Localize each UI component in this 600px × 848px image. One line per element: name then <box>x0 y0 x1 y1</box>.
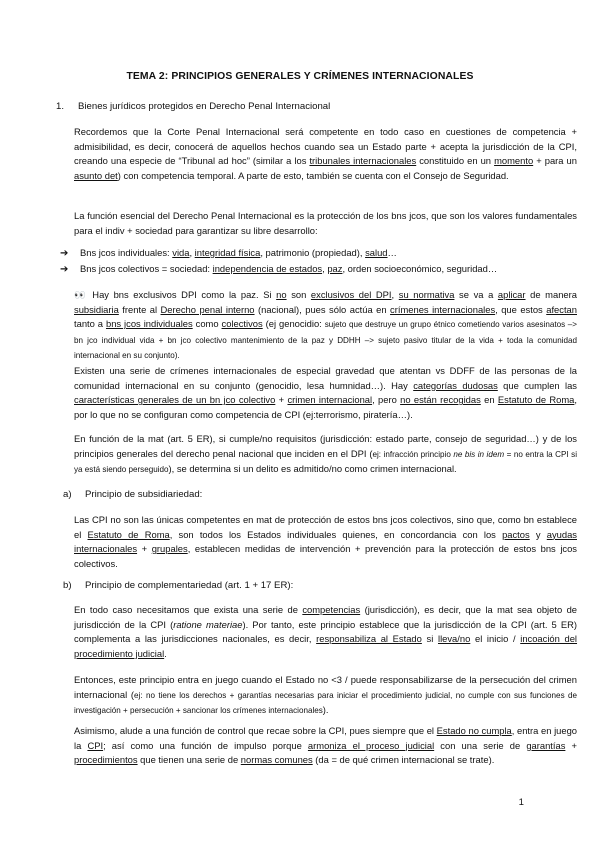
small-note: ej: no tiene los derechos + garantías necesarias para iniciar el procedimiento judicial, no cumple con sus funciones de investigación + persecución + sancionar los crímenes internacionales <box>74 690 577 716</box>
paragraph-entonces <box>55 673 577 719</box>
text-run: ; así como una función de impulso porque <box>103 739 308 751</box>
text-run: (jurisdicción), es decir, que la mat sea objeto de jurisdicción de la CPI ( <box>74 604 578 630</box>
text-run: En función de la mat (art. 5 ER), si cumple/no requisitos (jurisdicción: estado parte, consejo de seguridad…) y de los principios generales del derecho penal nacional que inciden en el DPI ( <box>74 433 577 459</box>
paragraph-subsidiariedad <box>55 513 577 571</box>
text-run: que tienen una serie de <box>137 754 241 766</box>
underlined-term: vida <box>172 247 190 258</box>
text-run: Asimismo, alude a una función de control que recae sobre la CPI, pues siempre que el <box>74 725 437 736</box>
italic-term: ratione materiae <box>173 618 243 630</box>
text-run: + <box>137 543 152 555</box>
text-run: constituido en un <box>416 155 495 167</box>
underlined-term: lleva/no <box>437 633 471 645</box>
paragraph-funcion-mat <box>55 432 577 478</box>
text-run: , establecen medidas de intervención + prevención para la protección de estos bns jcos colectivos. <box>74 543 577 569</box>
text-run: Las CPI no son las únicas competentes en mat de protección de estos bns jcos colectivos, sino que, como bn establece el <box>74 514 577 540</box>
underlined-term: tribunales internacionales <box>309 155 417 167</box>
underlined-term: categorías dudosas <box>413 379 498 391</box>
text-run: , pero <box>372 394 401 406</box>
paragraph-funcion-esencial: La función esencial del Derecho Penal Internacional es la protección de los bns jcos, que son los valores fundamentales para el indiv + sociedad para garantizar su libre desarrollo: <box>74 210 577 236</box>
text-run: como <box>192 318 222 330</box>
underlined-term: independencia de estados <box>212 263 323 274</box>
text-run: , entra en juego la <box>74 725 578 751</box>
text-run: ), se determina si un delito es admitido/no como crimen internacional. <box>168 463 457 475</box>
small-note: ej: infracción principio <box>372 449 454 459</box>
text-run: Bns jcos colectivos = sociedad: <box>80 263 213 274</box>
underlined-term: Estatuto de Roma <box>87 528 170 540</box>
underlined-term: colectivos <box>221 318 263 330</box>
section-label: Principio de complementariedad (art. 1 + 17 ER): <box>85 580 294 591</box>
text-run: (nacional), pues sólo actúa en <box>254 303 391 315</box>
text-run: tanto a <box>74 318 106 330</box>
underlined-term: bns jcos individuales <box>105 318 193 330</box>
underlined-term: momento <box>494 155 534 167</box>
underlined-term: su normativa <box>398 289 455 300</box>
underlined-term: crímenes internacionales <box>390 303 496 315</box>
text-run: ) con competencia temporal. A parte de esto, también se cuenta con el Consejo de Seguridad. <box>117 169 509 181</box>
underlined-term: CPI <box>87 739 104 751</box>
text-run: son <box>286 289 311 300</box>
text-run: Recordemos que la Corte Penal Internacional será competente en todo caso en cuestiones de competencia + admisibilidad, es decir, conocerá de aquellos hechos cuando sea un Estado parte + acepta la jurisdicción de la CPI, creando una especie de “Tribunal ad hoc” (similar a los <box>74 126 577 167</box>
small-note: sujeto que destruye un grupo étnico cometiendo varios asesinatos –> bn jco individual vida + bn jco colectivo mantenimiento de la paz y DDHH –> sujeto pasivo titular de la vida + toda la comunidad internacional en su conjunto). <box>74 320 577 361</box>
bullet-item-colectivos <box>60 263 497 275</box>
section-label: Bienes jurídicos protegidos en Derecho Penal Internacional <box>78 101 331 112</box>
underlined-term: no están recogidas <box>400 394 481 406</box>
underlined-term: paz <box>327 263 343 274</box>
section-number: 1. <box>56 101 65 112</box>
underlined-term: incoación del procedimiento judicial <box>74 633 578 659</box>
bullet-item-individuales <box>60 247 397 259</box>
underlined-term: Estado no cumpla <box>436 725 512 736</box>
section-heading-1 <box>56 101 330 112</box>
underlined-term: procedimientos <box>74 754 138 766</box>
arrow-icon: ➔ <box>60 248 69 259</box>
text-run: , patrimonio (propiedad), <box>260 247 366 258</box>
paragraph-complementariedad <box>55 603 577 661</box>
section-heading-a <box>63 489 202 500</box>
text-run: + para un <box>533 155 577 167</box>
text-run: se va a <box>454 289 498 300</box>
text-run: si <box>421 633 438 645</box>
text-run: el inicio / <box>470 633 521 645</box>
underlined-term: Derecho penal interno <box>160 303 255 315</box>
underlined-term: grupales <box>151 543 188 555</box>
underlined-term: características generales de un bn jco colectivo <box>74 394 276 406</box>
italic-term: ne bis in idem <box>453 449 505 459</box>
text-run: ). Por tanto, este principio establece que la jurisdicción de la CPI (art. 5 ER) complementa a las jurisdicciones nacionales, es decir, <box>74 618 577 645</box>
text-run: de manera <box>525 289 577 300</box>
text-run: en <box>480 394 498 406</box>
page-title: TEMA 2: PRINCIPIOS GENERALES Y CRÍMENES INTERNACIONALES <box>126 71 474 82</box>
text-run: , <box>189 247 195 258</box>
underlined-term: responsabiliza al Estado <box>316 633 422 645</box>
text-run: … <box>387 247 397 258</box>
page-number: 1 <box>518 797 524 808</box>
underlined-term: crimen internacional <box>287 394 373 406</box>
underlined-term: subsidiaria <box>74 303 119 315</box>
underlined-term: normas comunes <box>240 754 313 766</box>
paragraph-competencia <box>55 125 577 183</box>
underlined-term: garantías <box>526 739 566 751</box>
underlined-term: pactos <box>502 528 530 540</box>
eyes-icon: 👀 <box>74 289 88 300</box>
text-run: , <box>391 289 399 300</box>
paragraph-asimismo <box>55 724 577 768</box>
text-run: , <box>322 263 328 274</box>
underlined-term: no <box>276 289 287 300</box>
underlined-term: salud <box>365 247 388 258</box>
text-run: ). <box>322 704 329 716</box>
text-run: . <box>164 647 167 659</box>
underlined-term: competencias <box>302 604 361 615</box>
underlined-term: asunto det <box>74 169 118 181</box>
text-run: Entonces, este principio entra en juego cuando el Estado no <3 / puede responsabilizarse de la persecución del crimen internacional ( <box>74 674 577 700</box>
section-heading-b <box>63 580 293 591</box>
text-run: + <box>275 394 288 406</box>
underlined-term: ayudas internacionales <box>74 528 577 555</box>
small-note: = no entra la CPI si ya está siendo perseguido <box>74 449 578 475</box>
text-run: + <box>565 739 578 751</box>
text-run: Bns jcos individuales: <box>80 247 173 258</box>
underlined-term: armoniza el proceso judicial <box>307 739 435 751</box>
section-number: b) <box>63 580 72 591</box>
section-label: Principio de subsidiariedad: <box>85 489 203 500</box>
text-run: Existen una serie de crímenes internacionales de especial gravedad que atentan vs DDFF de las personas de la comunidad internacional en su conjunto (genocidio, lesa humnidad…). Hay <box>74 365 577 391</box>
underlined-term: afectan <box>546 303 577 315</box>
section-number: a) <box>63 489 72 500</box>
underlined-term: Estatuto de Roma <box>497 394 575 406</box>
text-run: que cumplen las <box>497 379 577 391</box>
underlined-term: exclusivos del DPI <box>310 289 392 300</box>
text-run: En todo caso necesitamos que exista una serie de <box>74 604 303 615</box>
text-run: , por lo que no se configuran como competencia de CPI (ej:terrorismo, piratería…). <box>74 394 577 420</box>
text-run: Hay bns exclusivos DPI como la paz. Si <box>87 289 277 300</box>
text-run: (da = de qué crimen internacional se trate). <box>312 754 495 766</box>
text-run: y <box>529 528 547 540</box>
underlined-term: integridad física <box>194 247 261 258</box>
text-run: , son todos los Estados individuales quienes, en concordancia con los <box>169 528 503 540</box>
text-run: con una serie de <box>434 739 527 751</box>
text-run: frente al <box>118 303 161 315</box>
paragraph-bns-exclusivos <box>55 288 577 364</box>
text-run: , que estos <box>495 303 547 315</box>
paragraph-crimenes-graves <box>55 364 577 422</box>
text-run: , orden socioeconómico, seguridad… <box>342 263 498 274</box>
underlined-term: aplicar <box>497 289 526 300</box>
text-run: (ej genocidio: <box>262 318 325 330</box>
arrow-icon: ➔ <box>60 264 69 275</box>
